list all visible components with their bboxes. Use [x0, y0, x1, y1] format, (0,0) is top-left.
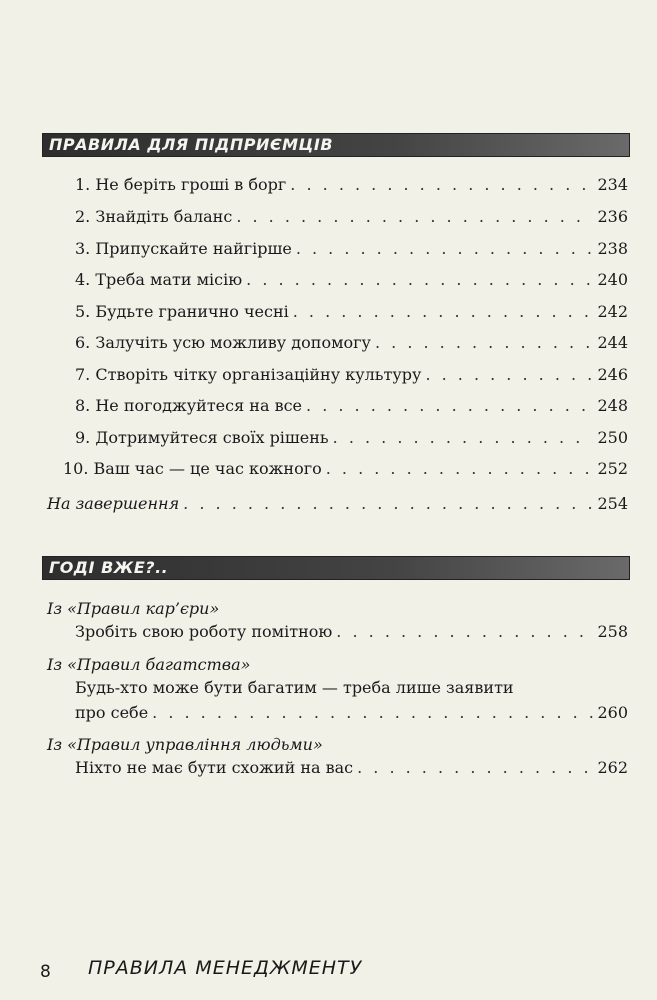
section-header-enough: [42, 556, 630, 580]
toc-entry-page: 248: [597, 396, 628, 415]
toc-entry-page: 240: [597, 270, 628, 289]
section-title: ГОДІ ВЖЕ?..: [49, 558, 169, 577]
toc-entry: [75, 175, 628, 195]
toc-entry-label: 1. Не беріть гроші в борг: [75, 175, 287, 194]
source-book-wealth: Із «Правил багатства»: [47, 655, 251, 674]
toc-entry-label: Ніхто не має бути схожий на вас: [75, 758, 354, 777]
toc-entry-page: 246: [597, 365, 628, 384]
toc-entry-label: На завершення: [47, 494, 180, 513]
toc-entry-page: 234: [597, 175, 628, 194]
leader-dots: [183, 494, 593, 514]
source-book-managing-people: Із «Правил управління людьми»: [47, 735, 323, 754]
toc-entry-page: 260: [597, 703, 628, 722]
toc-entry-label: Зробіть свою роботу помітною: [75, 622, 333, 641]
toc-entry: [75, 365, 628, 385]
toc-entry: [75, 270, 628, 290]
toc-entry: [75, 207, 628, 227]
source-book-careers: Із «Правил кар’єри»: [47, 599, 220, 618]
toc-entry-label: 4. Треба мати місію: [75, 270, 243, 289]
toc-entry: [75, 622, 628, 642]
leader-dots: [296, 239, 594, 259]
toc-entry-label: 2. Знайдіть баланс: [75, 207, 233, 226]
toc-entry: [75, 239, 628, 259]
toc-entry: [75, 333, 628, 353]
page-number: 8: [40, 962, 51, 982]
toc-entry-page: 242: [597, 302, 628, 321]
section-header-entrepreneurs: [42, 133, 630, 157]
leader-dots: [336, 622, 593, 642]
toc-entry-page: 258: [597, 622, 628, 641]
leader-dots: [152, 703, 593, 723]
toc-entry: [75, 302, 628, 322]
toc-entry-label: 6. Залучіть усю можливу допомогу: [75, 333, 371, 352]
toc-entry-page: 262: [597, 758, 628, 777]
toc-entry: [75, 396, 628, 416]
toc-entry-label: 8. Не погоджуйтеся на все: [75, 396, 303, 415]
leader-dots: [246, 270, 593, 290]
toc-entry: [75, 703, 628, 723]
toc-entry-label: 10. Ваш час — це час кожного: [63, 459, 322, 478]
leader-dots: [375, 333, 593, 353]
leader-dots: [425, 365, 593, 385]
toc-entry-label: 7. Створіть чітку організаційну культуру: [75, 365, 422, 384]
toc-entry-label: 9. Дотримуйтеся своїх рішень: [75, 428, 329, 447]
toc-entry: [75, 428, 628, 448]
toc-entry-conclusion: [47, 494, 628, 514]
toc-entry: [63, 459, 628, 479]
toc-entry-page: 238: [597, 239, 628, 258]
toc-entry-page: 254: [597, 494, 628, 513]
toc-entry-page: 252: [597, 459, 628, 478]
toc-entry: [75, 758, 628, 778]
leader-dots: [293, 302, 594, 322]
toc-entry-page: 244: [597, 333, 628, 352]
section-title: ПРАВИЛА ДЛЯ ПІДПРИЄМЦІВ: [49, 135, 334, 154]
leader-dots: [290, 175, 593, 195]
toc-entry-label: про себе: [75, 703, 149, 722]
running-title: ПРАВИЛА МЕНЕДЖМЕНТУ: [88, 957, 363, 979]
toc-entry-label: 3. Припускайте найгірше: [75, 239, 292, 258]
toc-entry-page: 250: [597, 428, 628, 447]
leader-dots: [306, 396, 593, 416]
toc-entry-label-line1: Будь-хто може бути багатим — треба лише заявити: [75, 678, 514, 697]
leader-dots: [326, 459, 594, 479]
leader-dots: [333, 428, 594, 448]
leader-dots: [357, 758, 593, 778]
toc-entry-page: 236: [597, 207, 628, 226]
leader-dots: [236, 207, 593, 227]
toc-entry-label: 5. Будьте гранично чесні: [75, 302, 289, 321]
